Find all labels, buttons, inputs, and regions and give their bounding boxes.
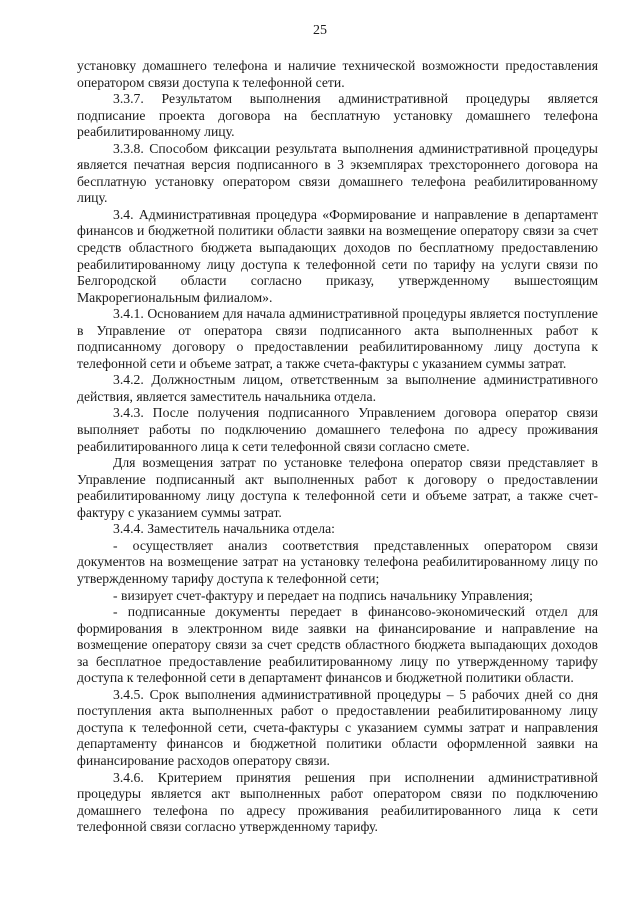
paragraph: 3.4. Административная процедура «Формирование и направление в департамент финансов и бюджетной политики области заявки на возмещение оператору связи за счет средств областного бюджета выпадающих доходов по бесплатному предоставлению реабилитированному лицу доступа к телефонной сети по тарифу на услуги связи по Белгородской области согласно приказу, утвержденному вышестоящим Макрорегиональным филиалом».	[77, 206, 598, 305]
paragraph: 3.3.8. Способом фиксации результата выполнения административной процедуры является печатная версия подписанного в 3 экземплярах трехстороннего договора на бесплатную установку оператором связи домашнего телефона реабилитированному лицу.	[77, 140, 598, 206]
paragraph: 3.4.6. Критерием принятия решения при исполнении административной процедуры является акт выполненных работ оператором связи по подключению домашнего телефона по адресу проживания реабилитированного лица к сети телефонной связи согласно утвержденному тарифу.	[77, 769, 598, 835]
paragraph: 3.3.7. Результатом выполнения административной процедуры является подписание проекта договора на бесплатную установку домашнего телефона реабилитированному лицу.	[77, 91, 598, 140]
paragraph: 3.4.3. После получения подписанного Управлением договора оператор связи выполняет работы по подключению домашнего телефона по адресу проживания реабилитированного лица к сети телефонной связи согласно смете.	[77, 405, 598, 454]
paragraph: 3.4.5. Срок выполнения административной процедуры – 5 рабочих дней со дня поступления акта выполненных работ о предоставлении реабилитированному лицу доступа к телефонной сети, счета-фактуры с указанием суммы затрат и направления департаменту финансов и бюджетной политики области оформленной заявки на финансирование расходов оператору связи.	[77, 686, 598, 768]
paragraph: 3.4.1. Основанием для начала административной процедуры является поступление в Управление от оператора связи подписанного акта выполненных работ к подписанному договору о предоставлении реабилитированному лицу доступа к телефонной сети и объеме затрат, а также счета-фактуры с указанием суммы затрат.	[77, 306, 598, 371]
paragraph: установку домашнего телефона и наличие технической возможности предоставления оператором связи доступа к телефонной сети.	[77, 58, 598, 90]
paragraph: Для возмещения затрат по установке телефона оператор связи представляет в Управление подписанный акт выполненных работ к договору о предоставлении реабилитированному лицу доступа к телефонной сети и объеме затрат, а также счет-фактуру с указанием суммы затрат.	[77, 455, 598, 520]
paragraph: 3.4.4. Заместитель начальника отдела:	[113, 521, 335, 537]
list-item: - визирует счет-фактуру и передает на подпись начальнику Управления;	[113, 587, 533, 603]
document-body	[77, 58, 598, 836]
page-number: 25	[313, 23, 327, 38]
paragraph: 3.4.2. Должностным лицом, ответственным за выполнение административного действия, является заместитель начальника отдела.	[77, 372, 598, 404]
list-item: - осуществляет анализ соответствия представленных оператором связи документов на возмещение затрат на установку телефона реабилитированному лицу по утвержденному тарифу доступа к телефонной сети;	[77, 537, 598, 586]
list-item: - подписанные документы передает в финансово-экономический отдел для формирования в электронном виде заявки на финансирование и направление на возмещение оператору связи за счет средств областного бюджета выпадающих доходов за бесплатное предоставление реабилитированному лицу по утвержденному тарифу доступа к телефонной сети в департамент финансов и бюджетной политики области.	[77, 604, 598, 686]
